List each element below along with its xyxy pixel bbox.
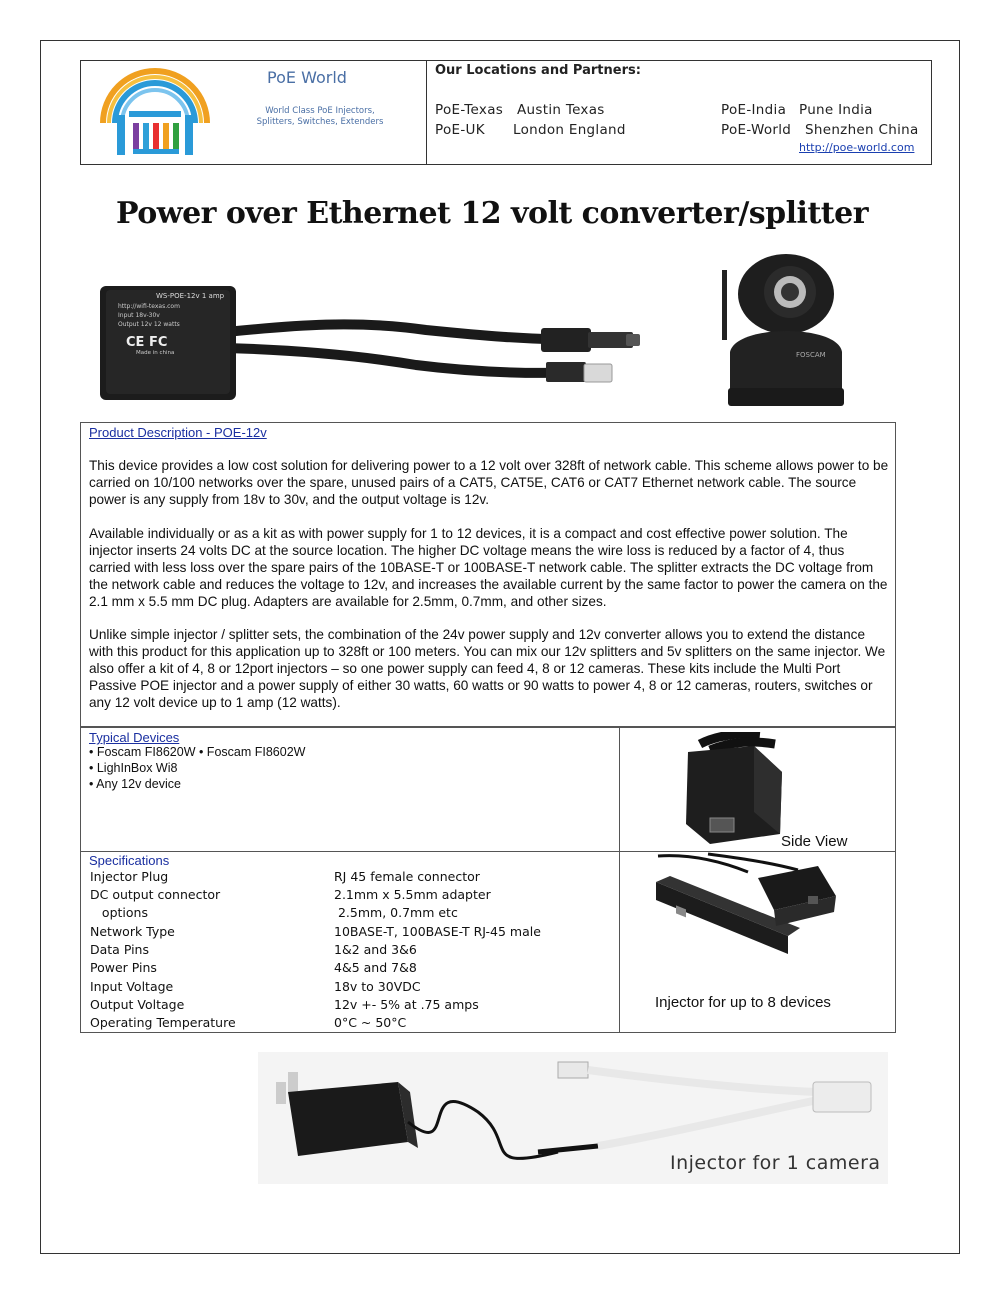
spec-value: 18v to 30VDC — [334, 979, 421, 994]
location-india-place: Pune India — [799, 102, 873, 118]
description-paragraph-3: Unlike simple injector / splitter sets, the combination of the 24v power supply and 12v converter allows you to extend the distance with this product for this application up to 328ft or 100 meters. You can mix our 12v splitters and 5v splitters on the same injector. We also offer a kit of 4, 8 or 12port injectors – so one power supply can feed 4, 8 or 12 cameras. These kits include the Multi Port Passive POE injector and a power supply of either 30 watts, 60 watts or 90 watts to power 4, 8 or 12 cameras, routers, switches or any 12 volt device up to 1 amp (12 watts). — [89, 627, 886, 710]
poe-world-logo — [95, 63, 215, 161]
spec-row — [90, 1015, 610, 1033]
device-item: • Any 12v device — [89, 777, 181, 791]
locations-heading: Our Locations and Partners: — [435, 63, 641, 78]
spec-label: Injector Plug — [90, 869, 169, 884]
spec-row — [90, 905, 610, 923]
spec-value: 4&5 and 7&8 — [334, 960, 417, 975]
label-line4: Output 12v 12 watts — [118, 321, 180, 328]
product-description-section — [80, 422, 896, 727]
label-line1: WS-POE-12v 1 amp — [156, 292, 225, 300]
brand-panel — [81, 61, 427, 164]
spec-row — [90, 887, 610, 905]
spec-label: Operating Temperature — [90, 1015, 236, 1030]
website-link[interactable]: http://poe-world.com — [799, 141, 915, 154]
typical-devices-section — [80, 727, 620, 852]
label-line2: http://wifi-texas.com — [118, 303, 180, 310]
page-title: Power over Ethernet 12 volt converter/splitter — [116, 196, 869, 231]
label-line3: Input 18v-30v — [118, 312, 160, 319]
spec-row — [90, 997, 610, 1015]
label-line5: Made in china — [136, 350, 175, 356]
label-ce-fc: CE FC — [126, 335, 168, 350]
description-paragraph-2: Available individually or as a kit as with power supply for 1 to 12 devices, it is a compact and cost effective power solution. The injector inserts 24 volts DC at the source location. The higher DC voltage means the wire loss is reduced by a factor of 4, thus carried with less loss over the spare pairs of the 10BASE-T or 100BASE-T network cable. The splitter extracts the DC voltage from the network cable and reduces the voltage to 12v, and increases the available current by the same factor to power the camera on the 2.1 mm x 5.5 mm DC plug. Adapters are available for 2.5mm, 0.7mm, and other sizes. — [89, 526, 888, 609]
side-view-caption: Side View — [781, 833, 848, 850]
spec-value: 2.5mm, 0.7mm etc — [334, 905, 458, 920]
spec-label: Input Voltage — [90, 979, 174, 994]
side-view-panel — [619, 727, 896, 852]
brand-name: PoE World — [267, 68, 347, 87]
spec-value: 10BASE-T, 100BASE-T RJ-45 male — [334, 924, 541, 939]
spec-value: 0°C ~ 50°C — [334, 1015, 407, 1030]
location-world-name: PoE-World — [721, 122, 792, 138]
spec-label: Data Pins — [90, 942, 149, 957]
spec-label: Output Voltage — [90, 997, 185, 1012]
spec-value: 1&2 and 3&6 — [334, 942, 417, 957]
location-uk-name: PoE-UK — [435, 122, 485, 138]
spec-row — [90, 960, 610, 978]
ip-camera-image — [708, 242, 848, 410]
spec-row — [90, 924, 610, 942]
spec-value: RJ 45 female connector — [334, 869, 480, 884]
injector-8-port-image — [648, 852, 838, 967]
injector-1-camera-caption: Injector for 1 camera — [670, 1152, 881, 1174]
location-india-name: PoE-India — [721, 102, 787, 118]
spec-row — [90, 942, 610, 960]
header — [80, 60, 932, 165]
splitter-side-view-image — [680, 732, 790, 848]
splitter-product-image — [96, 270, 656, 410]
location-texas-name: PoE-Texas — [435, 102, 504, 118]
location-world-place: Shenzhen China — [805, 122, 919, 138]
spec-value: 12v +- 5% at .75 amps — [334, 997, 479, 1012]
device-item: • Foscam FI8620W • Foscam FI8602W — [89, 745, 306, 759]
spec-row — [90, 979, 610, 997]
spec-label: options — [90, 905, 148, 920]
location-uk-place: London England — [513, 122, 626, 138]
injector-8-caption: Injector for up to 8 devices — [655, 994, 831, 1011]
spec-label: DC output connector — [90, 887, 221, 902]
camera-brand: FOSCAM — [796, 351, 826, 359]
product-description-title: Product Description - POE-12v — [89, 425, 267, 440]
spec-label: Network Type — [90, 924, 175, 939]
spec-row — [90, 869, 610, 887]
specifications-section — [80, 851, 620, 1033]
spec-label: Power Pins — [90, 960, 157, 975]
device-item: • LighInBox Wi8 — [89, 761, 178, 775]
description-paragraph-1: This device provides a low cost solution for delivering power to a 12 volt over 328ft of network cable. This scheme allows power to be carried on 10/100 networks over the spare, unused pairs of a CAT5, CAT5E, CAT6 or CAT7 Ethernet network cable. The source power is any supply from 18v to 30v, and the output voltage is 12v. — [89, 458, 889, 507]
brand-tagline: World Class PoE Injectors, Splitters, Switches, Extenders — [256, 106, 384, 127]
spec-value: 2.1mm x 5.5mm adapter — [334, 887, 491, 902]
specifications-title: Specifications — [89, 853, 170, 868]
injector-8-panel — [619, 851, 896, 1033]
location-texas-place: Austin Texas — [517, 102, 605, 118]
typical-devices-title: Typical Devices — [89, 730, 180, 745]
